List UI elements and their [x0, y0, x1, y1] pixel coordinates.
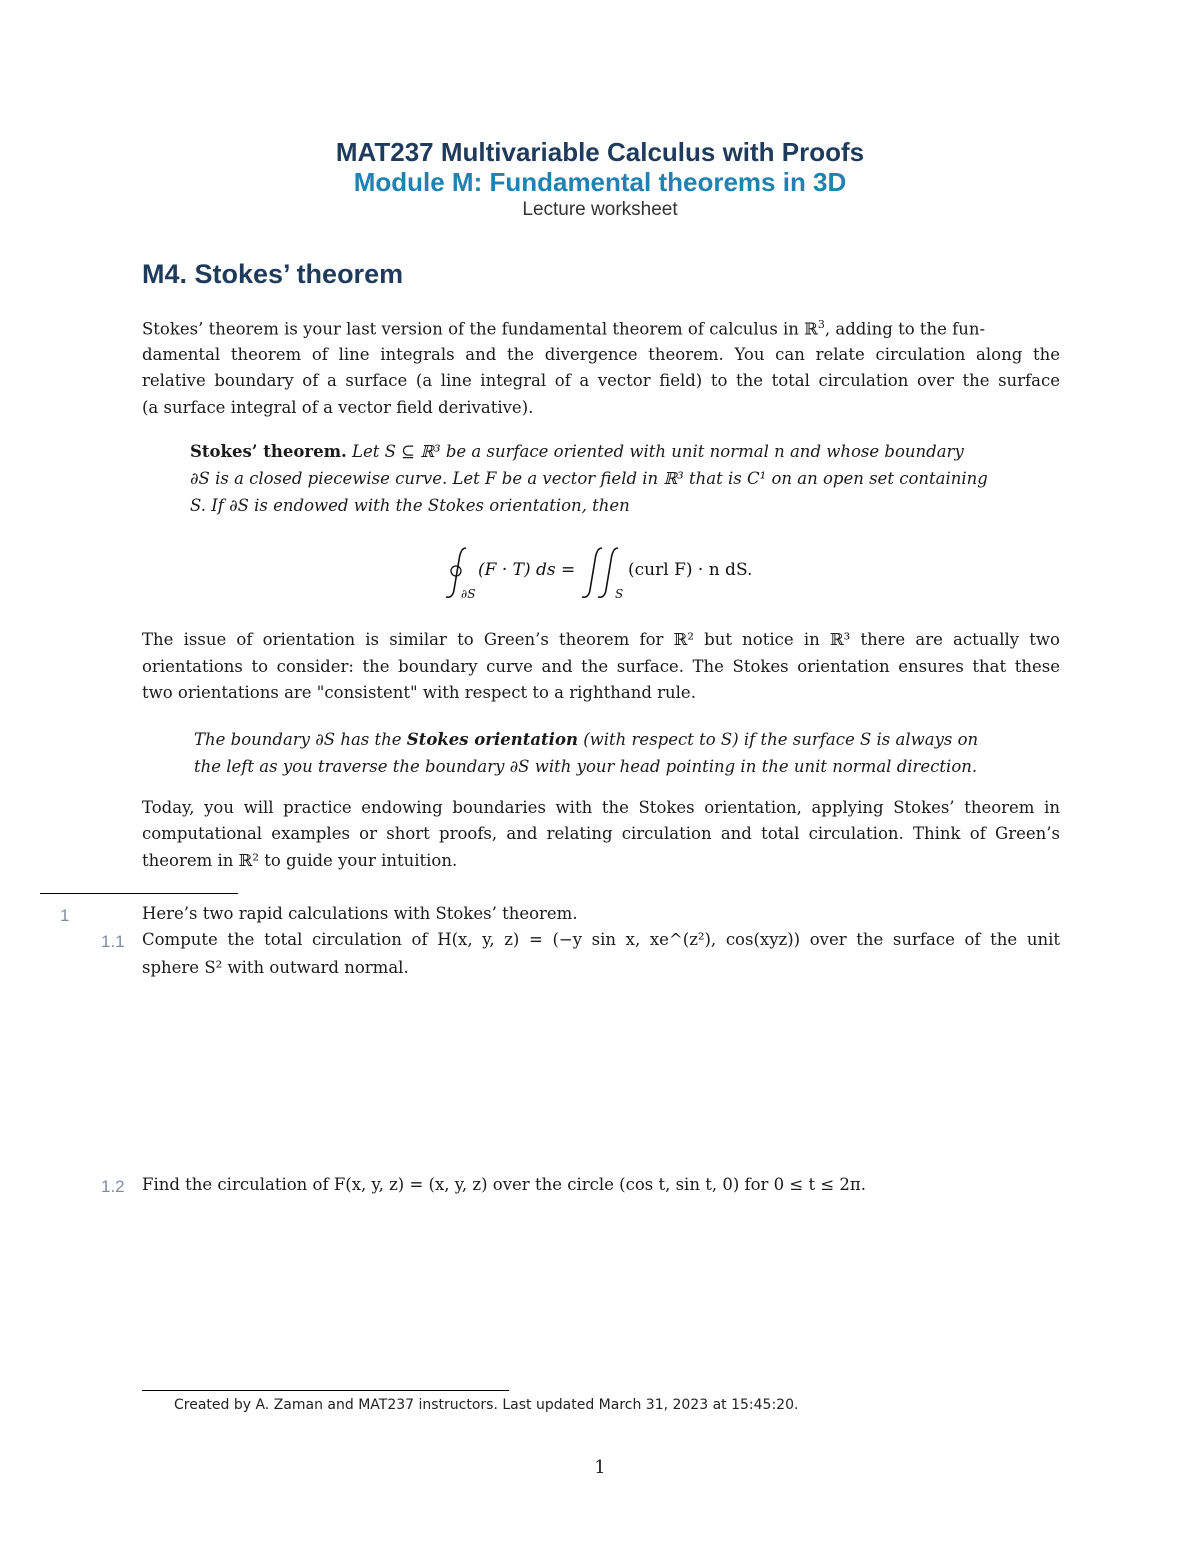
question-1-1-number: 1.1 [101, 932, 125, 951]
worksheet-subtitle: Lecture worksheet [522, 199, 678, 220]
double-integral-sign [582, 548, 618, 597]
definition-line-1-start: The boundary ∂S has the [194, 730, 407, 749]
question-1-1-line-1: Compute the total circulation of H(x, y, z) = (−y sin x, xe^(z²), cos(xyz)) over the surface of the unit [142, 930, 1060, 949]
section-divider [40, 893, 238, 894]
question-1-1-line-2: sphere S² with outward normal. [142, 958, 409, 977]
today-line-2: computational examples or short proofs, and relating circulation and total circulation. Think of Green’s [142, 824, 1060, 843]
definition-line-1-end: (with respect to S) if the surface S is always on [577, 730, 979, 749]
today-line-3: theorem in ℝ² to guide your intuition. [142, 851, 458, 870]
orientation-line-2: orientations to consider: the boundary curve and the surface. The Stokes orientation ensures that these [142, 657, 1060, 676]
theorem-line-1 [190, 439, 964, 466]
intro-line-2: damental theorem of line integrals and the divergence theorem. You can relate circulation along the [142, 345, 1060, 364]
rhs-subscript: S [615, 587, 624, 600]
module-title: Module M: Fundamental theorems in 3D [353, 167, 847, 197]
theorem-label: Stokes’ theorem. [190, 442, 347, 461]
page-number: 1 [594, 1457, 606, 1478]
lhs-subscript: ∂S [461, 587, 476, 600]
question-1-number: 1 [60, 906, 70, 925]
orientation-line-3: two orientations are "consistent" with respect to a righthand rule. [142, 683, 696, 702]
today-line-1: Today, you will practice endowing boundaries with the Stokes orientation, applying Stokes’ theorem in [142, 798, 1060, 817]
definition-line-1 [194, 727, 978, 754]
question-1-2-number: 1.2 [101, 1177, 125, 1196]
formula-lhs: (F · T) ds = [478, 560, 576, 580]
intro-line-3: relative boundary of a surface (a line integral of a vector field) to the total circulation over the surface [142, 371, 1060, 390]
orientation-line-1: The issue of orientation is similar to Green’s theorem for ℝ² but notice in ℝ³ there are actually two [142, 630, 1060, 649]
theorem-line-1-text: Let S ⊆ ℝ³ be a surface oriented with unit normal n and whose boundary [352, 442, 964, 461]
question-1-2-text: Find the circulation of F(x, y, z) = (x, y, z) over the circle (cos t, sin t, 0) for 0 ≤ t ≤ 2π. [142, 1175, 867, 1194]
formula-rhs: (curl F) · n dS. [628, 560, 753, 580]
theorem-line-3: S. If ∂S is endowed with the Stokes orientation, then [190, 496, 630, 515]
intro-line-1-tail: , adding to the fun- [824, 319, 986, 339]
footnote: Created by A. Zaman and MAT237 instructors. Last updated March 31, 2023 at 15:45:20. [174, 1397, 799, 1413]
intro-line-1 [142, 318, 985, 339]
course-title: MAT237 Multivariable Calculus with Proofs [335, 137, 865, 167]
intro-line-4: (a surface integral of a vector field derivative). [142, 398, 534, 417]
stokes-orientation-term: Stokes orientation [406, 730, 578, 749]
stokes-formula [0, 544, 1200, 600]
definition-line-2: the left as you traverse the boundary ∂S with your head pointing in the unit normal direction. [194, 757, 978, 776]
section-heading: M4. Stokes’ theorem [142, 259, 404, 289]
footnote-rule [142, 1390, 509, 1391]
question-1-text: Here’s two rapid calculations with Stokes’ theorem. [142, 904, 578, 923]
theorem-line-2: ∂S is a closed piecewise curve. Let F be a vector field in ℝ³ that is C¹ on an open set containing [190, 469, 988, 488]
intro-line-1-text: Stokes’ theorem is your last version of the fundamental theorem of calculus in ℝ [142, 319, 818, 339]
intro-line-1-sup: 3 [817, 318, 825, 331]
